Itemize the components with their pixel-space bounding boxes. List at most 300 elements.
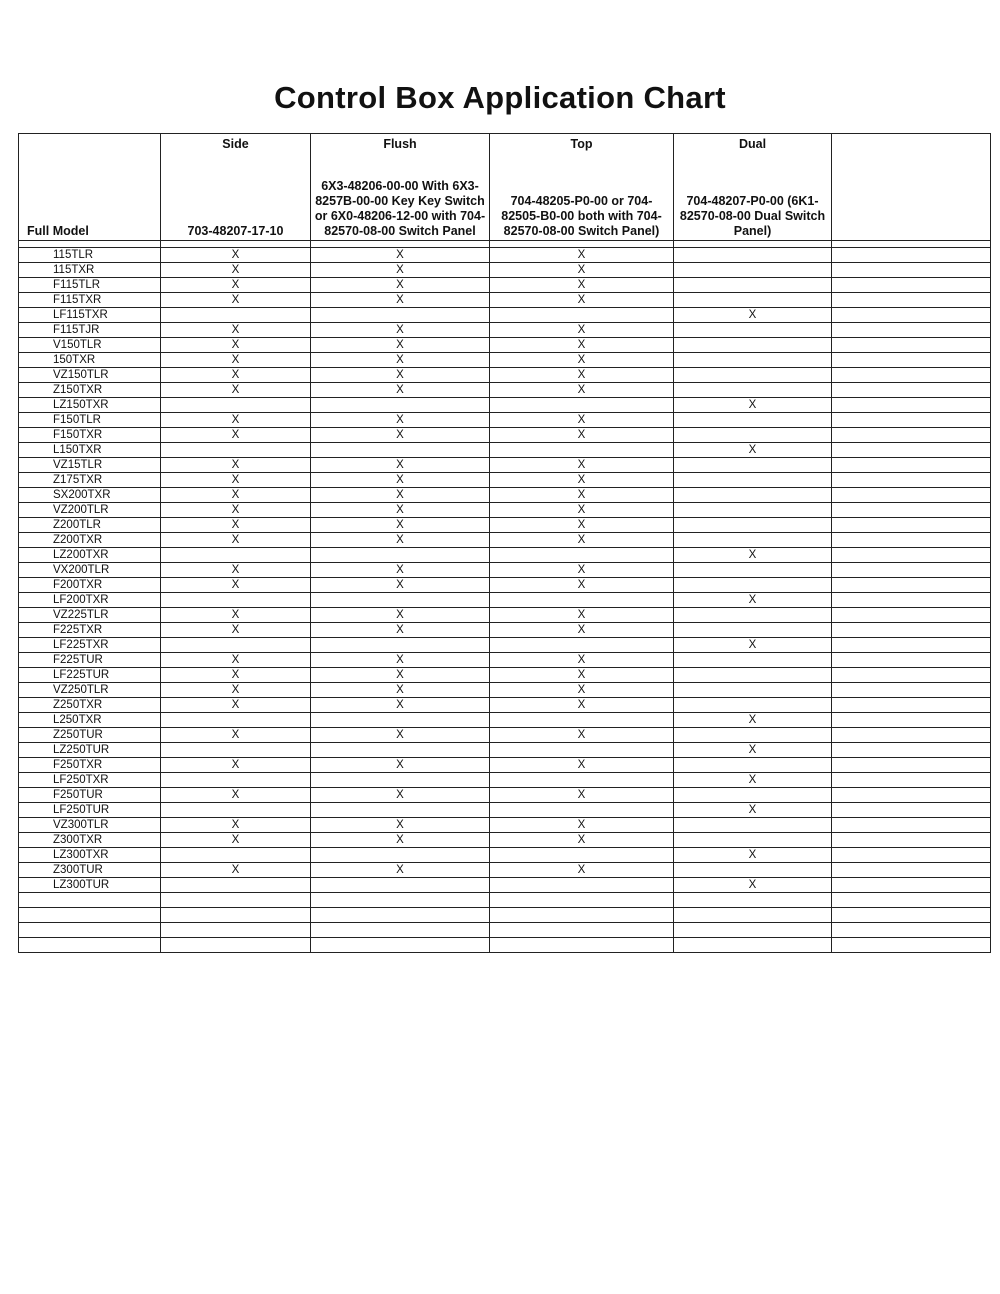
table-row	[19, 458, 991, 473]
flush-mark-cell	[311, 923, 490, 938]
extra-cell	[832, 713, 991, 728]
top-mark-cell: X	[490, 413, 674, 428]
dual-mark-cell	[674, 578, 832, 593]
table-row	[19, 638, 991, 653]
table-row	[19, 878, 991, 893]
model-cell: LF225TXR	[19, 638, 161, 653]
table-body	[19, 248, 991, 953]
dual-mark-cell	[674, 758, 832, 773]
dual-mark-cell	[674, 428, 832, 443]
side-mark-cell: X	[161, 833, 311, 848]
model-cell: L250TXR	[19, 713, 161, 728]
flush-mark-cell: X	[311, 758, 490, 773]
side-mark-cell: X	[161, 458, 311, 473]
side-mark-cell	[161, 743, 311, 758]
extra-cell	[832, 278, 991, 293]
table-row	[19, 248, 991, 263]
model-cell: LZ250TUR	[19, 743, 161, 758]
flush-mark-cell: X	[311, 578, 490, 593]
top-mark-cell	[490, 773, 674, 788]
table-row	[19, 353, 991, 368]
model-cell: LF115TXR	[19, 308, 161, 323]
extra-cell	[832, 743, 991, 758]
header-full-model-label: Full Model	[27, 224, 89, 238]
dual-mark-cell	[674, 938, 832, 953]
extra-cell	[832, 353, 991, 368]
extra-cell	[832, 533, 991, 548]
model-cell: F115TLR	[19, 278, 161, 293]
dual-mark-cell: X	[674, 308, 832, 323]
side-mark-cell: X	[161, 608, 311, 623]
top-mark-cell	[490, 848, 674, 863]
top-mark-cell: X	[490, 248, 674, 263]
flush-mark-cell: X	[311, 488, 490, 503]
model-cell: Z150TXR	[19, 383, 161, 398]
flush-mark-cell: X	[311, 563, 490, 578]
side-mark-cell	[161, 593, 311, 608]
flush-mark-cell: X	[311, 623, 490, 638]
table-row	[19, 728, 991, 743]
dual-mark-cell	[674, 248, 832, 263]
table-row	[19, 938, 991, 953]
side-mark-cell	[161, 908, 311, 923]
side-mark-cell	[161, 848, 311, 863]
side-mark-cell: X	[161, 353, 311, 368]
extra-cell	[832, 413, 991, 428]
extra-cell	[832, 833, 991, 848]
flush-mark-cell	[311, 548, 490, 563]
extra-cell	[832, 368, 991, 383]
side-mark-cell: X	[161, 863, 311, 878]
extra-cell	[832, 758, 991, 773]
extra-cell	[832, 383, 991, 398]
model-cell: 150TXR	[19, 353, 161, 368]
extra-cell	[832, 308, 991, 323]
table-row	[19, 653, 991, 668]
flush-mark-cell: X	[311, 698, 490, 713]
dual-mark-cell	[674, 338, 832, 353]
extra-cell	[832, 323, 991, 338]
dual-mark-cell: X	[674, 398, 832, 413]
flush-mark-cell: X	[311, 353, 490, 368]
dual-mark-cell	[674, 533, 832, 548]
dual-mark-cell	[674, 668, 832, 683]
table-row	[19, 398, 991, 413]
flush-mark-cell	[311, 938, 490, 953]
flush-mark-cell: X	[311, 338, 490, 353]
table-row	[19, 578, 991, 593]
top-mark-cell	[490, 923, 674, 938]
table-row	[19, 383, 991, 398]
extra-cell	[832, 398, 991, 413]
model-cell: LZ300TXR	[19, 848, 161, 863]
header-top-name: Top	[570, 137, 593, 151]
model-cell: VZ250TLR	[19, 683, 161, 698]
extra-cell	[832, 248, 991, 263]
header-dual-part: 704-48207-P0-00 (6K1-82570-08-00 Dual Switch Panel)	[679, 194, 826, 238]
top-mark-cell: X	[490, 503, 674, 518]
model-cell: VX200TLR	[19, 563, 161, 578]
flush-mark-cell: X	[311, 248, 490, 263]
model-cell: LZ300TUR	[19, 878, 161, 893]
model-cell: LZ150TXR	[19, 398, 161, 413]
flush-mark-cell	[311, 878, 490, 893]
table-row	[19, 338, 991, 353]
flush-mark-cell: X	[311, 503, 490, 518]
dual-mark-cell	[674, 458, 832, 473]
model-cell: SX200TXR	[19, 488, 161, 503]
side-mark-cell	[161, 638, 311, 653]
extra-cell	[832, 818, 991, 833]
gap-cell	[311, 241, 490, 248]
extra-cell	[832, 608, 991, 623]
dual-mark-cell: X	[674, 638, 832, 653]
side-mark-cell	[161, 923, 311, 938]
header-full-model	[19, 134, 161, 241]
extra-cell	[832, 923, 991, 938]
table-row	[19, 608, 991, 623]
top-mark-cell: X	[490, 833, 674, 848]
top-mark-cell: X	[490, 788, 674, 803]
flush-mark-cell: X	[311, 668, 490, 683]
extra-cell	[832, 563, 991, 578]
table-row	[19, 803, 991, 818]
model-cell: F115TXR	[19, 293, 161, 308]
gap-cell	[674, 241, 832, 248]
extra-cell	[832, 473, 991, 488]
side-mark-cell: X	[161, 368, 311, 383]
table-row	[19, 293, 991, 308]
flush-mark-cell	[311, 908, 490, 923]
extra-cell	[832, 338, 991, 353]
header-extra	[832, 134, 991, 241]
table-row	[19, 818, 991, 833]
flush-mark-cell: X	[311, 368, 490, 383]
table-row	[19, 263, 991, 278]
flush-mark-cell: X	[311, 428, 490, 443]
dual-mark-cell	[674, 293, 832, 308]
model-cell: Z300TUR	[19, 863, 161, 878]
dual-mark-cell	[674, 353, 832, 368]
flush-mark-cell: X	[311, 323, 490, 338]
table-row	[19, 893, 991, 908]
model-cell: LF200TXR	[19, 593, 161, 608]
side-mark-cell	[161, 713, 311, 728]
side-mark-cell	[161, 938, 311, 953]
table-row	[19, 668, 991, 683]
top-mark-cell	[490, 398, 674, 413]
model-cell	[19, 938, 161, 953]
side-mark-cell: X	[161, 383, 311, 398]
side-mark-cell: X	[161, 248, 311, 263]
flush-mark-cell	[311, 743, 490, 758]
header-row	[19, 134, 991, 241]
model-cell: F115TJR	[19, 323, 161, 338]
header-flush-part: 6X3-48206-00-00 With 6X3-8257B-00-00 Key Key Switch or 6X0-48206-12-00 with 704-82570-08-00 Switch Panel	[314, 179, 486, 238]
side-mark-cell: X	[161, 653, 311, 668]
model-cell: Z250TUR	[19, 728, 161, 743]
dual-mark-cell: X	[674, 848, 832, 863]
header-dual-name: Dual	[738, 137, 767, 151]
flush-mark-cell: X	[311, 683, 490, 698]
flush-mark-cell	[311, 713, 490, 728]
dual-mark-cell	[674, 623, 832, 638]
extra-cell	[832, 518, 991, 533]
side-mark-cell: X	[161, 428, 311, 443]
flush-mark-cell: X	[311, 278, 490, 293]
side-mark-cell: X	[161, 728, 311, 743]
table-row	[19, 758, 991, 773]
dual-mark-cell	[674, 383, 832, 398]
top-mark-cell	[490, 638, 674, 653]
dual-mark-cell	[674, 278, 832, 293]
model-cell: V150TLR	[19, 338, 161, 353]
side-mark-cell: X	[161, 788, 311, 803]
flush-mark-cell: X	[311, 833, 490, 848]
side-mark-cell	[161, 308, 311, 323]
dual-mark-cell	[674, 788, 832, 803]
model-cell: L150TXR	[19, 443, 161, 458]
model-cell: Z200TLR	[19, 518, 161, 533]
extra-cell	[832, 698, 991, 713]
table-row	[19, 368, 991, 383]
extra-cell	[832, 593, 991, 608]
extra-cell	[832, 548, 991, 563]
extra-cell	[832, 803, 991, 818]
dual-mark-cell	[674, 263, 832, 278]
flush-mark-cell: X	[311, 473, 490, 488]
dual-mark-cell	[674, 698, 832, 713]
top-mark-cell: X	[490, 353, 674, 368]
flush-mark-cell: X	[311, 788, 490, 803]
model-cell: F225TUR	[19, 653, 161, 668]
extra-cell	[832, 578, 991, 593]
dual-mark-cell: X	[674, 743, 832, 758]
flush-mark-cell	[311, 638, 490, 653]
side-mark-cell: X	[161, 338, 311, 353]
table-row	[19, 428, 991, 443]
model-cell: F200TXR	[19, 578, 161, 593]
side-mark-cell: X	[161, 323, 311, 338]
top-mark-cell: X	[490, 323, 674, 338]
extra-cell	[832, 848, 991, 863]
extra-cell	[832, 863, 991, 878]
side-mark-cell	[161, 773, 311, 788]
dual-mark-cell	[674, 368, 832, 383]
dual-mark-cell	[674, 488, 832, 503]
flush-mark-cell: X	[311, 293, 490, 308]
top-mark-cell: X	[490, 623, 674, 638]
side-mark-cell: X	[161, 683, 311, 698]
model-cell: 115TLR	[19, 248, 161, 263]
header-dual	[674, 134, 832, 241]
table-row	[19, 533, 991, 548]
table-row	[19, 788, 991, 803]
model-cell: F225TXR	[19, 623, 161, 638]
table-row	[19, 323, 991, 338]
dual-mark-cell: X	[674, 713, 832, 728]
flush-mark-cell: X	[311, 653, 490, 668]
header-flush	[311, 134, 490, 241]
table-row	[19, 713, 991, 728]
top-mark-cell: X	[490, 368, 674, 383]
dual-mark-cell	[674, 923, 832, 938]
model-cell: 115TXR	[19, 263, 161, 278]
flush-mark-cell: X	[311, 818, 490, 833]
extra-cell	[832, 428, 991, 443]
flush-mark-cell	[311, 593, 490, 608]
dual-mark-cell	[674, 833, 832, 848]
dual-mark-cell: X	[674, 443, 832, 458]
gap-cell	[19, 241, 161, 248]
model-cell: LF250TUR	[19, 803, 161, 818]
top-mark-cell	[490, 593, 674, 608]
dual-mark-cell	[674, 653, 832, 668]
top-mark-cell	[490, 893, 674, 908]
extra-cell	[832, 293, 991, 308]
model-cell: F250TXR	[19, 758, 161, 773]
dual-mark-cell: X	[674, 548, 832, 563]
table-row	[19, 503, 991, 518]
flush-mark-cell: X	[311, 518, 490, 533]
model-cell: Z175TXR	[19, 473, 161, 488]
flush-mark-cell	[311, 398, 490, 413]
top-mark-cell: X	[490, 263, 674, 278]
extra-cell	[832, 653, 991, 668]
dual-mark-cell	[674, 323, 832, 338]
top-mark-cell: X	[490, 533, 674, 548]
top-mark-cell: X	[490, 608, 674, 623]
extra-cell	[832, 683, 991, 698]
dual-mark-cell	[674, 818, 832, 833]
page-title: Control Box Application Chart	[274, 80, 726, 115]
table-row	[19, 743, 991, 758]
model-cell	[19, 908, 161, 923]
top-mark-cell: X	[490, 728, 674, 743]
model-cell: VZ15TLR	[19, 458, 161, 473]
dual-mark-cell: X	[674, 773, 832, 788]
extra-cell	[832, 938, 991, 953]
extra-cell	[832, 443, 991, 458]
model-cell: VZ150TLR	[19, 368, 161, 383]
dual-mark-cell	[674, 863, 832, 878]
dual-mark-cell	[674, 563, 832, 578]
flush-mark-cell: X	[311, 728, 490, 743]
top-mark-cell: X	[490, 578, 674, 593]
top-mark-cell: X	[490, 563, 674, 578]
side-mark-cell: X	[161, 503, 311, 518]
model-cell: F150TXR	[19, 428, 161, 443]
dual-mark-cell	[674, 683, 832, 698]
dual-mark-cell	[674, 473, 832, 488]
header-top	[490, 134, 674, 241]
side-mark-cell: X	[161, 473, 311, 488]
side-mark-cell: X	[161, 293, 311, 308]
table-row	[19, 413, 991, 428]
dual-mark-cell: X	[674, 803, 832, 818]
extra-cell	[832, 788, 991, 803]
side-mark-cell: X	[161, 413, 311, 428]
extra-cell	[832, 638, 991, 653]
flush-mark-cell: X	[311, 608, 490, 623]
side-mark-cell	[161, 443, 311, 458]
side-mark-cell: X	[161, 533, 311, 548]
flush-mark-cell	[311, 803, 490, 818]
extra-cell	[832, 263, 991, 278]
extra-cell	[832, 878, 991, 893]
top-mark-cell	[490, 548, 674, 563]
side-mark-cell	[161, 803, 311, 818]
top-mark-cell	[490, 713, 674, 728]
model-cell: Z200TXR	[19, 533, 161, 548]
gap-cell	[161, 241, 311, 248]
side-mark-cell: X	[161, 263, 311, 278]
dual-mark-cell	[674, 728, 832, 743]
extra-cell	[832, 773, 991, 788]
header-side-name: Side	[222, 137, 249, 151]
dual-mark-cell	[674, 608, 832, 623]
top-mark-cell	[490, 308, 674, 323]
dual-mark-cell	[674, 518, 832, 533]
top-mark-cell: X	[490, 683, 674, 698]
dual-mark-cell	[674, 503, 832, 518]
table-row	[19, 683, 991, 698]
table-row	[19, 443, 991, 458]
side-mark-cell: X	[161, 758, 311, 773]
flush-mark-cell: X	[311, 383, 490, 398]
dual-mark-cell	[674, 908, 832, 923]
gap-cell	[490, 241, 674, 248]
model-cell: LF225TUR	[19, 668, 161, 683]
flush-mark-cell: X	[311, 413, 490, 428]
table-row	[19, 593, 991, 608]
model-cell	[19, 893, 161, 908]
table-row	[19, 908, 991, 923]
dual-mark-cell: X	[674, 878, 832, 893]
top-mark-cell: X	[490, 338, 674, 353]
side-mark-cell	[161, 893, 311, 908]
table-row	[19, 773, 991, 788]
top-mark-cell	[490, 743, 674, 758]
table-row	[19, 833, 991, 848]
top-mark-cell	[490, 878, 674, 893]
model-cell: VZ225TLR	[19, 608, 161, 623]
extra-cell	[832, 458, 991, 473]
header-side	[161, 134, 311, 241]
side-mark-cell	[161, 398, 311, 413]
model-cell: Z250TXR	[19, 698, 161, 713]
model-cell: F150TLR	[19, 413, 161, 428]
gap-cell	[832, 241, 991, 248]
flush-mark-cell	[311, 893, 490, 908]
top-mark-cell: X	[490, 863, 674, 878]
top-mark-cell: X	[490, 383, 674, 398]
table-row	[19, 863, 991, 878]
extra-cell	[832, 668, 991, 683]
table-row	[19, 308, 991, 323]
side-mark-cell: X	[161, 518, 311, 533]
flush-mark-cell	[311, 848, 490, 863]
extra-cell	[832, 908, 991, 923]
side-mark-cell	[161, 548, 311, 563]
table-row	[19, 923, 991, 938]
model-cell	[19, 923, 161, 938]
dual-mark-cell: X	[674, 593, 832, 608]
top-mark-cell: X	[490, 668, 674, 683]
top-mark-cell: X	[490, 818, 674, 833]
flush-mark-cell: X	[311, 863, 490, 878]
table-row	[19, 548, 991, 563]
